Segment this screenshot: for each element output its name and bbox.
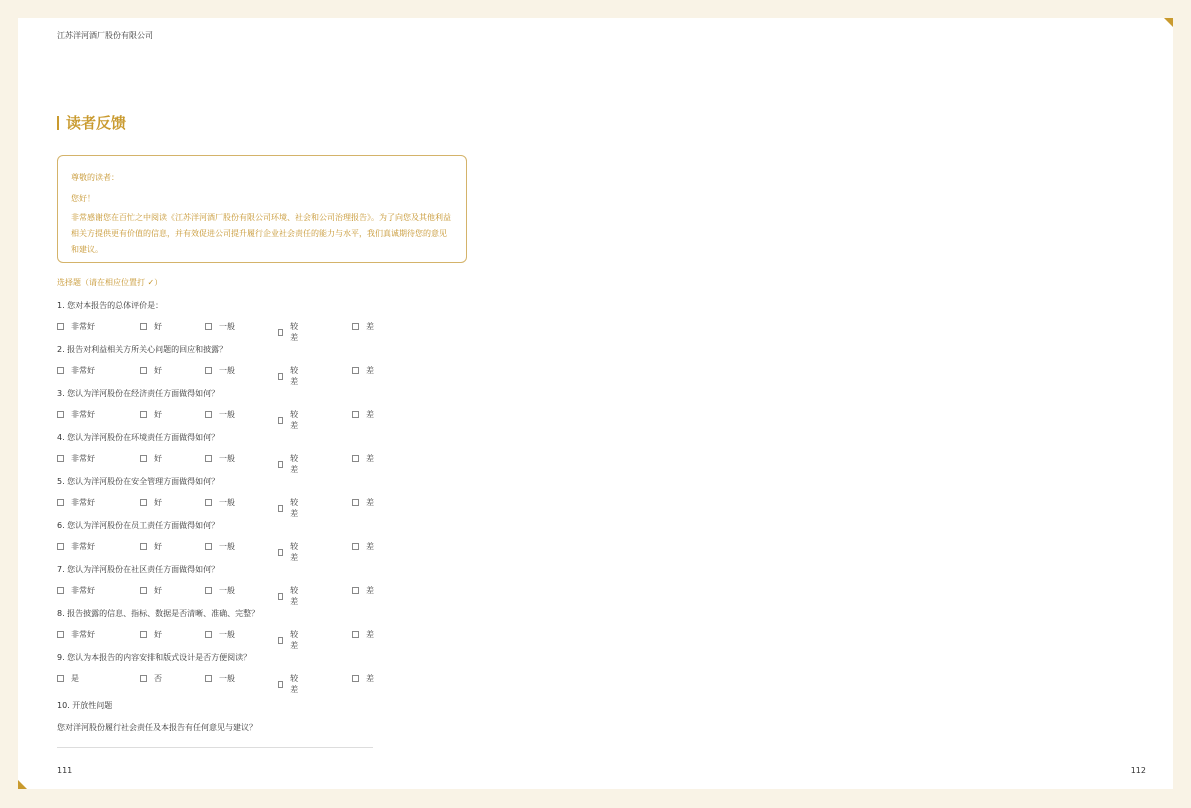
checkbox[interactable] — [278, 593, 283, 600]
checkbox[interactable] — [140, 367, 147, 374]
question-item — [57, 301, 374, 345]
option-label: 一般 — [219, 322, 235, 331]
option[interactable] — [57, 409, 95, 420]
checkbox[interactable] — [205, 587, 212, 594]
option-label: 好 — [154, 454, 162, 463]
question-text: 9. 您认为本报告的内容安排和版式设计是否方便阅读？ — [57, 653, 252, 662]
option-label: 非常好 — [71, 366, 95, 375]
checkbox[interactable] — [278, 637, 283, 644]
question-list — [57, 301, 374, 697]
letter-greeting: 您好！ — [71, 194, 95, 203]
checkbox[interactable] — [140, 411, 147, 418]
checkbox[interactable] — [57, 675, 64, 682]
choice-section-label: 选择题（请在相应位置打 ✓） — [57, 278, 163, 287]
question-text: 6. 您认为洋河股份在员工责任方面做得如何？ — [57, 521, 220, 530]
question-item — [57, 609, 374, 653]
checkbox[interactable] — [205, 411, 212, 418]
option[interactable] — [140, 409, 162, 420]
option-label: 差 — [366, 586, 374, 595]
checkbox[interactable] — [57, 631, 64, 638]
checkbox[interactable] — [205, 367, 212, 374]
checkbox[interactable] — [57, 367, 64, 374]
option-label: 一般 — [219, 454, 235, 463]
checkbox[interactable] — [352, 631, 359, 638]
letter-body: 非常感谢您在百忙之中阅读《江苏洋河酒厂股份有限公司环境、社会和公司治理报告》。为了向您及其他利益相关方提供更有价值的信息，并有效促进公司提升履行企业社会责任的能力与水平，我们真诚期待您的意见和建议。 — [71, 213, 451, 254]
option[interactable] — [278, 409, 300, 431]
option-label: 好 — [154, 498, 162, 507]
checkbox[interactable] — [352, 587, 359, 594]
checkbox[interactable] — [57, 543, 64, 550]
checkbox[interactable] — [140, 631, 147, 638]
option-label: 较差 — [290, 674, 299, 694]
checkbox[interactable] — [278, 549, 283, 556]
option-label: 较差 — [290, 586, 299, 606]
question-text: 5. 您认为洋河股份在安全管理方面做得如何？ — [57, 477, 220, 486]
report-page — [18, 18, 1173, 789]
option[interactable] — [352, 321, 374, 332]
option[interactable] — [278, 453, 300, 475]
checkbox[interactable] — [278, 417, 283, 424]
checkbox[interactable] — [205, 499, 212, 506]
question-text: 7. 您认为洋河股份在社区责任方面做得如何？ — [57, 565, 220, 574]
option[interactable] — [278, 365, 300, 387]
checkbox[interactable] — [352, 323, 359, 330]
checkbox[interactable] — [57, 587, 64, 594]
option[interactable] — [352, 409, 374, 420]
option[interactable] — [140, 629, 162, 640]
checkbox[interactable] — [352, 411, 359, 418]
option[interactable] — [205, 629, 235, 640]
question-item — [57, 521, 374, 565]
option[interactable] — [57, 541, 95, 552]
option-label: 好 — [154, 410, 162, 419]
option-label: 差 — [366, 630, 374, 639]
option-label: 好 — [154, 542, 162, 551]
option[interactable] — [57, 497, 95, 508]
option-label: 好 — [154, 630, 162, 639]
checkbox[interactable] — [57, 499, 64, 506]
option-label: 差 — [366, 410, 374, 419]
question-text: 8. 报告披露的信息、指标、数据是否清晰、准确、完整？ — [57, 609, 260, 618]
option-label: 是 — [71, 674, 79, 683]
checkbox[interactable] — [278, 329, 283, 336]
checkbox[interactable] — [352, 367, 359, 374]
checkbox[interactable] — [352, 675, 359, 682]
option-row — [57, 673, 374, 694]
option-label: 较差 — [290, 498, 299, 518]
option-label: 差 — [366, 454, 374, 463]
company-name: 江苏洋河酒厂股份有限公司 — [57, 31, 153, 40]
option-label: 一般 — [219, 498, 235, 507]
option[interactable] — [57, 365, 95, 376]
checkbox[interactable] — [140, 323, 147, 330]
checkbox[interactable] — [352, 543, 359, 550]
question-text: 1. 您对本报告的总体评价是： — [57, 301, 164, 310]
option[interactable] — [140, 321, 162, 332]
checkbox[interactable] — [352, 455, 359, 462]
checkbox[interactable] — [140, 499, 147, 506]
checkbox[interactable] — [278, 373, 283, 380]
checkbox[interactable] — [205, 675, 212, 682]
option[interactable] — [205, 409, 235, 420]
option-label: 非常好 — [71, 498, 95, 507]
option-label: 好 — [154, 586, 162, 595]
option-label: 较差 — [290, 322, 299, 342]
page-title: 读者反馈 — [66, 114, 127, 132]
option[interactable] — [278, 585, 300, 607]
option[interactable] — [205, 585, 235, 596]
option[interactable] — [352, 629, 374, 640]
checkbox[interactable] — [352, 499, 359, 506]
option[interactable] — [278, 673, 300, 695]
option-label: 否 — [154, 674, 162, 683]
open-question — [57, 701, 373, 748]
checkbox[interactable] — [278, 461, 283, 468]
checkbox[interactable] — [57, 323, 64, 330]
option-row — [57, 453, 374, 474]
option[interactable] — [140, 541, 162, 552]
checkbox[interactable] — [205, 323, 212, 330]
option-row — [57, 541, 374, 562]
option-label: 一般 — [219, 366, 235, 375]
option[interactable] — [278, 629, 300, 651]
option-row — [57, 585, 374, 606]
option[interactable] — [205, 453, 235, 464]
option-label: 好 — [154, 322, 162, 331]
option[interactable] — [205, 497, 235, 508]
letter-salutation: 尊敬的读者： — [71, 173, 119, 182]
title-accent-bar — [57, 116, 59, 130]
open-question-title: 10. 开放性问题 — [57, 701, 113, 710]
question-item — [57, 345, 374, 389]
option-label: 差 — [366, 674, 374, 683]
question-item — [57, 477, 374, 521]
page-number-left: 111 — [57, 766, 73, 775]
option[interactable] — [205, 321, 235, 332]
option-label: 非常好 — [71, 542, 95, 551]
option[interactable] — [352, 497, 374, 508]
question-text: 2. 报告对利益相关方所关心问题的回应和披露？ — [57, 345, 228, 354]
option[interactable] — [278, 497, 300, 519]
option-label: 一般 — [219, 586, 235, 595]
option[interactable] — [278, 541, 300, 563]
option-label: 较差 — [290, 454, 299, 474]
checkbox[interactable] — [140, 587, 147, 594]
option[interactable] — [205, 365, 235, 376]
corner-decoration-top-right — [1164, 18, 1173, 27]
option[interactable] — [352, 365, 374, 376]
option[interactable] — [140, 365, 162, 376]
option-label: 非常好 — [71, 322, 95, 331]
checkbox[interactable] — [205, 455, 212, 462]
option-label: 非常好 — [71, 630, 95, 639]
option-label: 较差 — [290, 366, 299, 386]
question-text: 4. 您认为洋河股份在环境责任方面做得如何？ — [57, 433, 220, 442]
checkbox[interactable] — [140, 455, 147, 462]
checkbox[interactable] — [140, 543, 147, 550]
option[interactable] — [140, 453, 162, 464]
option-label: 一般 — [219, 630, 235, 639]
option-row — [57, 629, 374, 650]
option[interactable] — [140, 673, 162, 684]
option[interactable] — [352, 673, 374, 684]
option[interactable] — [140, 585, 162, 596]
open-question-prompt: 您对洋河股份履行社会责任及本报告有任何意见与建议？ — [57, 723, 257, 732]
option-label: 非常好 — [71, 454, 95, 463]
option-label: 非常好 — [71, 410, 95, 419]
option-label: 差 — [366, 542, 374, 551]
option[interactable] — [278, 321, 300, 343]
checkbox[interactable] — [57, 411, 64, 418]
option[interactable] — [57, 585, 95, 596]
question-text: 3. 您认为洋河股份在经济责任方面做得如何？ — [57, 389, 220, 398]
answer-line[interactable] — [57, 747, 373, 748]
section-heading — [57, 112, 126, 133]
checkbox[interactable] — [205, 631, 212, 638]
option-label: 非常好 — [71, 586, 95, 595]
checkbox[interactable] — [278, 505, 283, 512]
option-label: 一般 — [219, 674, 235, 683]
option-label: 差 — [366, 366, 374, 375]
question-item — [57, 653, 374, 697]
reader-letter-box — [57, 155, 467, 263]
option[interactable] — [205, 673, 235, 684]
option-label: 较差 — [290, 630, 299, 650]
corner-decoration-bottom-left — [18, 780, 27, 789]
option-label: 好 — [154, 366, 162, 375]
option[interactable] — [57, 453, 95, 464]
option[interactable] — [352, 453, 374, 464]
option[interactable] — [57, 321, 95, 332]
question-item — [57, 433, 374, 477]
option-label: 较差 — [290, 542, 299, 562]
option-label: 一般 — [219, 542, 235, 551]
option[interactable] — [205, 541, 235, 552]
option-row — [57, 365, 374, 386]
option[interactable] — [57, 673, 79, 684]
option[interactable] — [352, 541, 374, 552]
option[interactable] — [352, 585, 374, 596]
checkbox[interactable] — [278, 681, 283, 688]
checkbox[interactable] — [57, 455, 64, 462]
option-row — [57, 497, 374, 518]
checkbox[interactable] — [205, 543, 212, 550]
option[interactable] — [140, 497, 162, 508]
page-number-right: 112 — [1130, 766, 1146, 775]
option-label: 一般 — [219, 410, 235, 419]
question-item — [57, 389, 374, 433]
option-row — [57, 409, 374, 430]
checkbox[interactable] — [140, 675, 147, 682]
option-row — [57, 321, 374, 342]
option-label: 差 — [366, 322, 374, 331]
option-label: 较差 — [290, 410, 299, 430]
option[interactable] — [57, 629, 95, 640]
option-label: 差 — [366, 498, 374, 507]
question-item — [57, 565, 374, 609]
